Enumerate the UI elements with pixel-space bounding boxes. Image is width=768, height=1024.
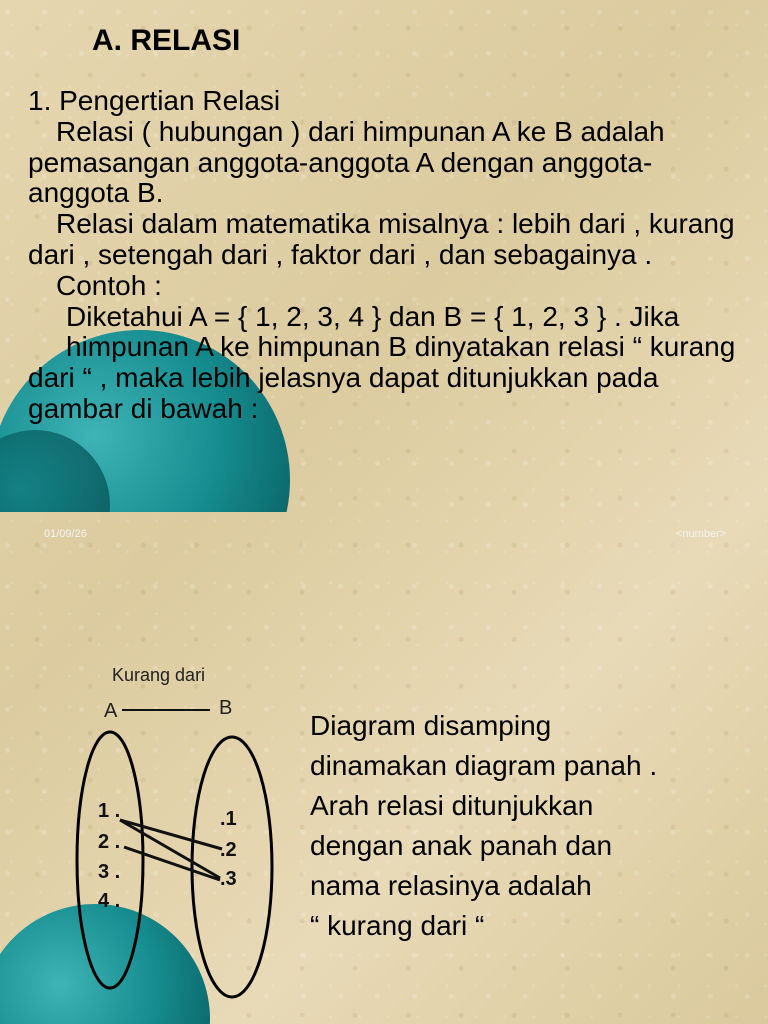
description-line-5: nama relasinya adalah: [310, 870, 592, 901]
relation-name-label: Kurang dari: [112, 665, 206, 685]
footer-slide-number: <number>: [676, 528, 727, 540]
set-b-item-1: .1: [220, 808, 237, 830]
description-line-3: Arah relasi ditunjukkan: [310, 790, 594, 821]
arrow-2-to-3: [124, 847, 220, 880]
description-line-6: “ kurang dari “: [310, 910, 485, 941]
description-line-2: dinamakan diagram panah .: [310, 750, 658, 781]
set-a-item-3: 3 .: [98, 861, 121, 883]
slide-body: [28, 86, 748, 425]
examples-paragraph: Relasi dalam matematika misalnya : lebih dari , kurang dari , setengah dari , faktor dari , dan sebagainya .: [28, 208, 735, 270]
description-line-1: Diagram disamping: [310, 710, 552, 741]
set-a-item-1: 1 .: [98, 800, 121, 822]
given-sets-line: Diketahui A = { 1, 2, 3, 4 } dan B = { 1, 2, 3 } . Jika: [66, 300, 680, 332]
slide-title: A. RELASI: [92, 24, 241, 57]
set-a-oval: [77, 732, 143, 988]
set-a-label: A: [104, 700, 118, 722]
footer-date: 01/09/26: [44, 528, 87, 540]
arrow-1-to-2: [120, 820, 222, 849]
arrow-1-to-3: [120, 820, 220, 878]
relation-explanation: himpunan A ke himpunan B dinyatakan relasi “ kurang dari “ , maka lebih jelasnya dapat ditunjukkan pada gambar di bawah :: [28, 331, 736, 424]
definition-paragraph: Relasi ( hubungan ) dari himpunan A ke B adalah pemasangan anggota-anggota A dengan anggota-anggota B.: [28, 115, 665, 209]
diagram-description: [310, 706, 750, 946]
example-heading: Contoh :: [56, 269, 162, 301]
set-b-item-2: .2: [220, 839, 237, 861]
set-a-item-4: 4 .: [98, 890, 121, 912]
description-line-4: dengan anak panah dan: [310, 830, 613, 861]
set-b-label: B: [219, 697, 233, 719]
set-b-item-3: .3: [220, 868, 237, 890]
subheading: 1. Pengertian Relasi: [28, 85, 281, 116]
set-a-item-2: 2 .: [98, 831, 121, 853]
